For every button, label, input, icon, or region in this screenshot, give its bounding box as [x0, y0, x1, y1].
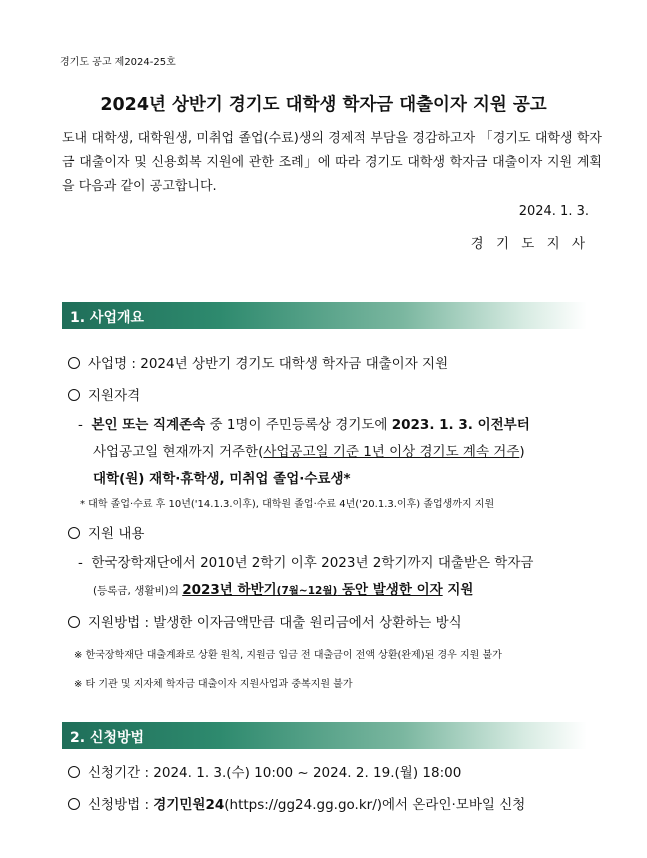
project-name: 사업명 : 2024년 상반기 경기도 대학생 학자금 대출이자 지원 — [88, 356, 449, 372]
bullet-application-period — [68, 761, 461, 781]
bullet-project-name — [68, 352, 448, 372]
notice-number: 경기도 공고 제2024-25호 — [60, 57, 176, 68]
content-2d: 동안 발생한 이자 — [337, 582, 443, 598]
bullet-support-method — [68, 611, 462, 631]
elig-d: 사업공고일 현재까지 거주한( — [93, 444, 264, 460]
bullet-support-content — [68, 522, 144, 542]
method-c: (https://gg24.gg.go.kr/)에서 온라인·모바일 신청 — [224, 797, 526, 813]
content-line-1 — [78, 551, 533, 571]
circle-bullet-icon — [68, 616, 80, 628]
eligibility-line-3: 대학(원) 재학·휴학생, 미취업 졸업·수료생* — [93, 471, 351, 487]
bullet-application-method — [68, 793, 525, 813]
notice-date: 2024. 1. 3. — [518, 204, 589, 219]
support-method: 지원방법 : 발생한 이자금액만큼 대출 원리금에서 상환하는 방식 — [88, 615, 462, 631]
note-repayment: ※ 한국장학재단 대출계좌로 상환 원칙, 지원금 입금 전 대출금이 전액 상환(완제)된 경우 지원 불가 — [74, 650, 502, 661]
content-2a: (등록금, 생활비)의 — [93, 585, 183, 597]
section-heading: 1. 사업개요 — [70, 310, 145, 326]
section-header-application — [62, 722, 587, 749]
note-duplicate: ※ 타 기관 및 지자체 학자금 대출이자 지원사업과 중복지원 불가 — [74, 679, 353, 690]
dash-marker: - — [78, 555, 83, 571]
circle-bullet-icon — [68, 798, 80, 810]
circle-bullet-icon — [68, 766, 80, 778]
dash-marker: - — [78, 417, 83, 433]
bullet-eligibility — [68, 384, 140, 404]
section-heading: 2. 신청방법 — [70, 730, 145, 746]
circle-bullet-icon — [68, 527, 80, 539]
eligibility-note: * 대학 졸업·수료 후 10년('14.1.3.이후), 대학원 졸업·수료 4년('20.1.3.이후) 졸업생까지 지원 — [80, 499, 495, 510]
eligibility-line-1 — [78, 413, 530, 433]
page-title: 2024년 상반기 경기도 대학생 학자금 대출이자 지원 공고 — [100, 95, 547, 115]
circle-bullet-icon — [68, 389, 80, 401]
method-a: 신청방법 : — [88, 797, 154, 813]
eligibility-label: 지원자격 — [88, 388, 141, 404]
elig-e: 사업공고일 기준 1년 이상 경기도 계속 거주 — [263, 444, 520, 460]
content-2e: 지원 — [442, 582, 474, 598]
content-label: 지원 내용 — [88, 526, 145, 542]
intro-paragraph: 도내 대학생, 대학원생, 미취업 졸업(수료)생의 경제적 부담을 경감하고자 「경기도 대학생 학자금 대출이자 및 신용회복 지원에 관한 조례」에 따라 경기도 대학생 학자금 대출이자 지원 계획을 다음과 같이 공고합니다. — [62, 131, 602, 194]
signer: 경 기 도 지 사 — [470, 236, 589, 252]
circle-bullet-icon — [68, 357, 80, 369]
method-b: 경기민원24 — [153, 797, 225, 813]
section-header-overview — [62, 302, 587, 329]
elig-c: 2023. 1. 3. 이전부터 — [391, 417, 530, 433]
elig-b: 중 1명이 주민등록상 경기도에 — [205, 417, 392, 433]
elig-a: 본인 또는 직계존속 — [91, 417, 206, 433]
content-line-2 — [93, 578, 473, 598]
eligibility-line-2 — [93, 440, 525, 460]
content-1: 한국장학재단에서 2010년 2학기 이후 2023년 2학기까지 대출받은 학자금 — [91, 555, 534, 571]
application-period: 신청기간 : 2024. 1. 3.(수) 10:00 ~ 2024. 2. 19.(월) 18:00 — [88, 765, 462, 781]
content-2c: (7월~12월) — [276, 585, 338, 597]
elig-f: ) — [519, 444, 525, 460]
content-2b: 2023년 하반기 — [182, 582, 277, 598]
